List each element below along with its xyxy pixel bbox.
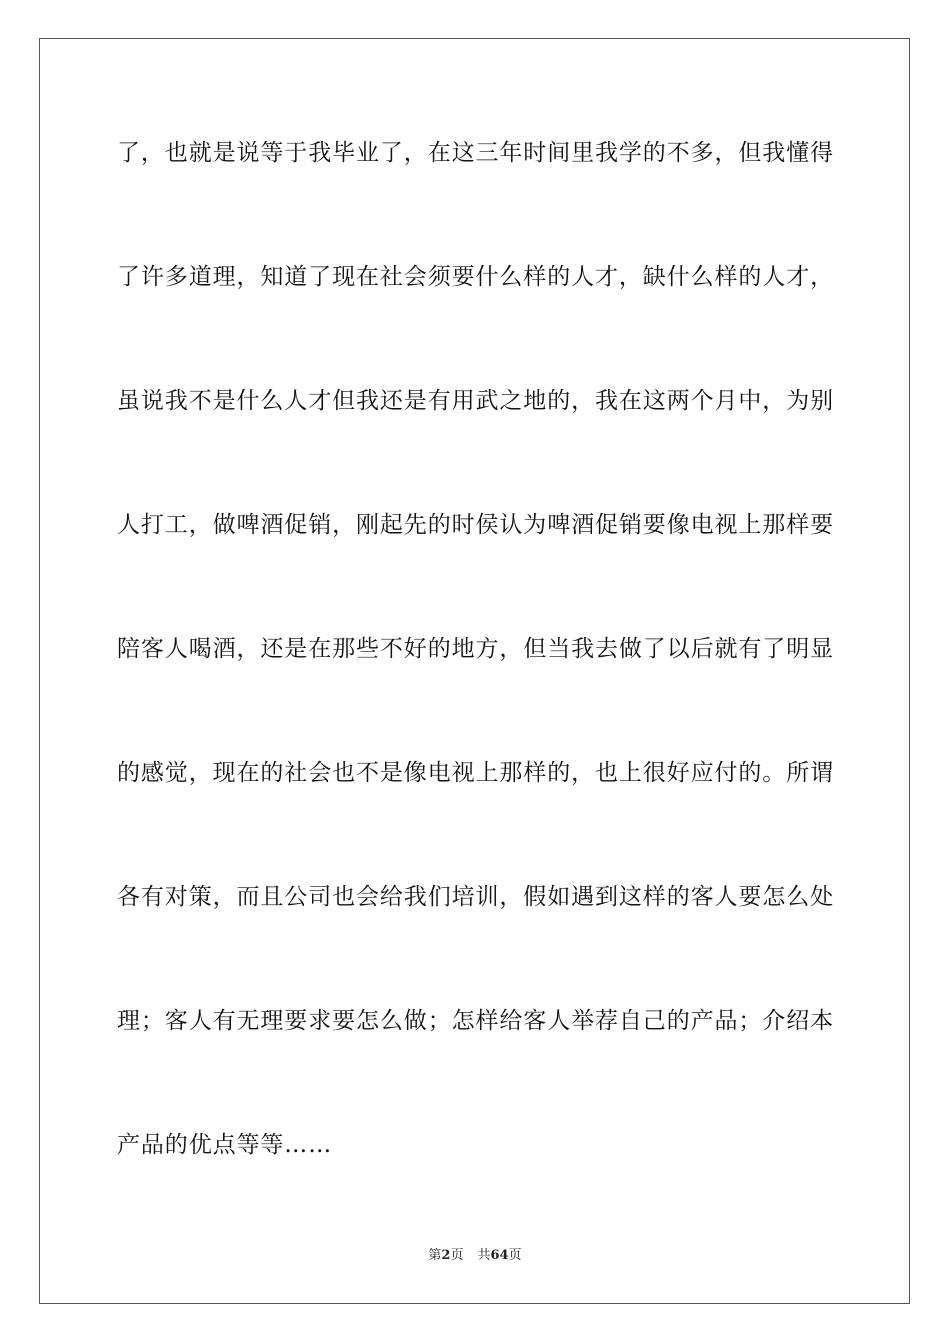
paragraph-line-1: 了，也就是说等于我毕业了，在这三年时间里我学的不多，但我懂得 [117,140,834,166]
paragraph-line-8: 理；客人有无理要求要怎么做；怎样给客人举荐自己的产品；介绍本 [117,1008,834,1034]
paragraph-line-2: 了许多道理，知道了现在社会须要什么样的人才，缺什么样的人才， [117,264,834,290]
page-footer [0,1247,950,1265]
total-suffix: 页 [508,1248,522,1263]
page-border [39,38,910,1304]
page-suffix: 页 [450,1248,464,1263]
page-number: 2 [441,1248,451,1263]
paragraph-line-6: 的感觉，现在的社会也不是像电视上那样的，也上很好应付的。所谓 [117,760,834,786]
paragraph-line-4: 人打工，做啤酒促销，刚起先的时侯认为啤酒促销要像电视上那样要 [117,512,834,538]
total-pages: 64 [490,1248,509,1263]
paragraph-line-3: 虽说我不是什么人才但我还是有用武之地的，我在这两个月中，为别 [117,388,834,414]
paragraph-line-9: 产品的优点等等…… [117,1132,333,1158]
page-prefix: 第 [428,1248,442,1263]
paragraph-line-5: 陪客人喝酒，还是在那些不好的地方，但当我去做了以后就有了明显 [117,636,834,662]
total-prefix: 共 [477,1248,491,1263]
paragraph-line-7: 各有对策，而且公司也会给我们培训，假如遇到这样的客人要怎么处 [117,884,834,910]
